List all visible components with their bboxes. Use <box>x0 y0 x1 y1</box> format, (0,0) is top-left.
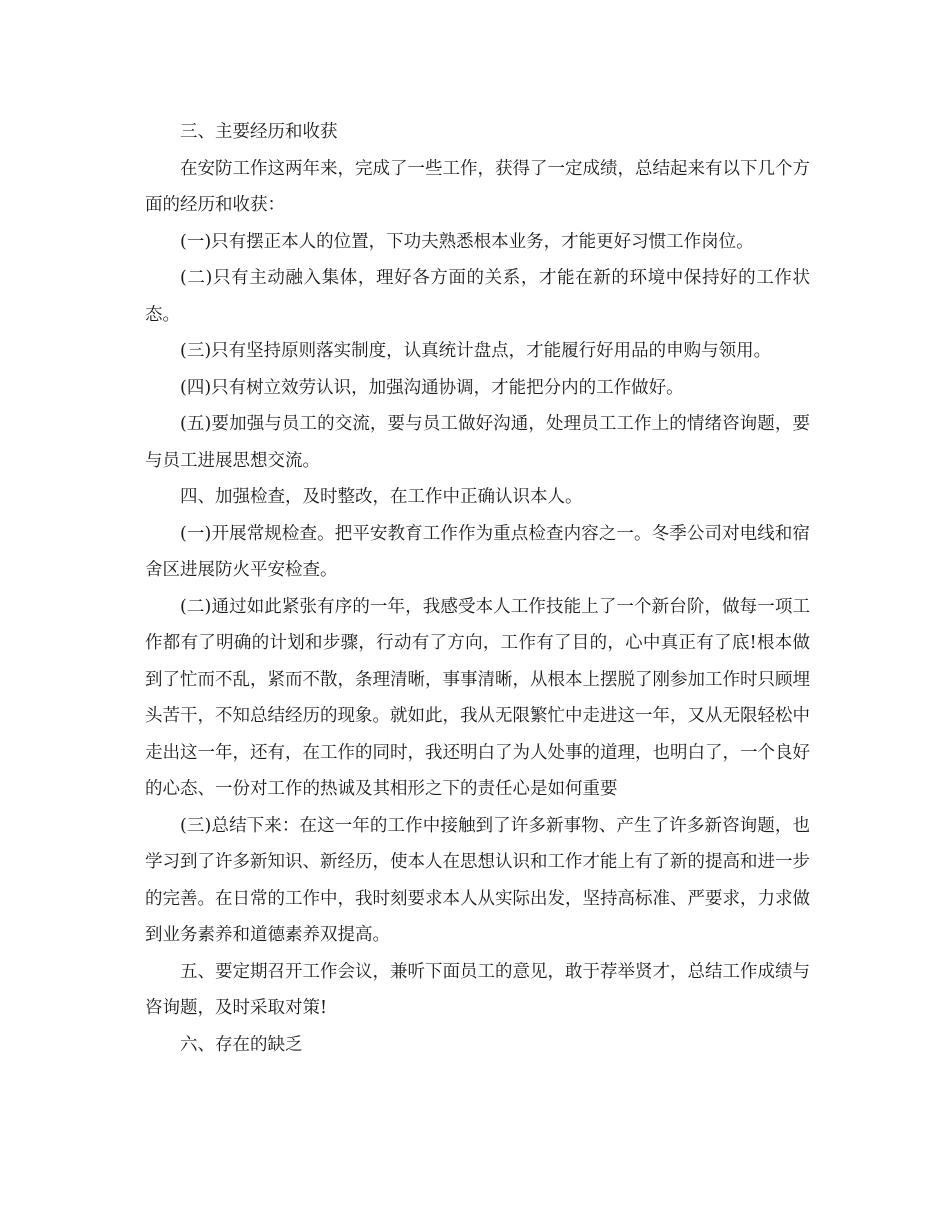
list-item-1: (一)只有摆正本人的位置，下功夫熟悉根本业务，才能更好习惯工作岗位。 <box>180 231 754 252</box>
inspection-item-2: (二)通过如此紧张有序的一年，我感受本人工作技能上了一个新台阶，做每一项工作都有了明确的计划和步骤，行动有了方向，工作有了目的，心中真正有了底!根本做到了忙而不乱，紧而不散，条理清晰，事事清晰，从根本上摆脱了刚参加工作时只顾埋头苦干，不知总结经历的现象。就如此，我从无限繁忙中走进这一年，又从无限轻松中走出这一年，还有，在工作的同时，我还明白了为人处事的道理，也明白了，一个良好的心态、一份对工作的热诚及其相形之下的责任心是如何重要 <box>145 596 810 799</box>
list-item-3: (三)只有坚持原则落实制度，认真统计盘点，才能履行好用品的申购与领用。 <box>180 341 772 361</box>
section-heading-inspection: 四、加强检查，及时整改，在工作中正确认识本人。 <box>180 487 583 507</box>
section-heading-meetings: 五、要定期召开工作会议，兼听下面员工的意见，敢于荐举贤才，总结工作成绩与咨询题，及时采取对策! <box>145 961 810 1018</box>
inspection-item-1: (一)开展常规检查。把平安教育工作作为重点检查内容之一。冬季公司对电线和宿舍区进展防火平安检查。 <box>145 523 810 580</box>
list-item-4: (四)只有树立效劳认识，加强沟通协调，才能把分内的工作做好。 <box>180 377 684 398</box>
section-heading-experience: 三、主要经历和收获 <box>180 122 338 142</box>
inspection-item-3: (三)总结下来：在这一年的工作中接触到了许多新事物、产生了许多新咨询题，也学习到了许多新知识、新经历，使本人在思想认识和工作才能上有了新的提高和进一步的完善。在日常的工作中，我时刻要求本人从实际出发，坚持高标准、严要求，力求做到业务素养和道德素养双提高。 <box>145 815 810 945</box>
paragraph-intro: 在安防工作这两年来，完成了一些工作，获得了一定成绩，总结起来有以下几个方面的经历和收获： <box>145 158 810 215</box>
document-body <box>145 114 810 1063</box>
list-item-5: (五)要加强与员工的交流，要与员工做好沟通，处理员工工作上的情绪咨询题，要与员工进展思想交流。 <box>145 414 810 471</box>
section-heading-shortcomings: 六、存在的缺乏 <box>180 1034 303 1055</box>
list-item-2: (二)只有主动融入集体，理好各方面的关系，才能在新的环境中保持好的工作状态。 <box>145 268 810 325</box>
